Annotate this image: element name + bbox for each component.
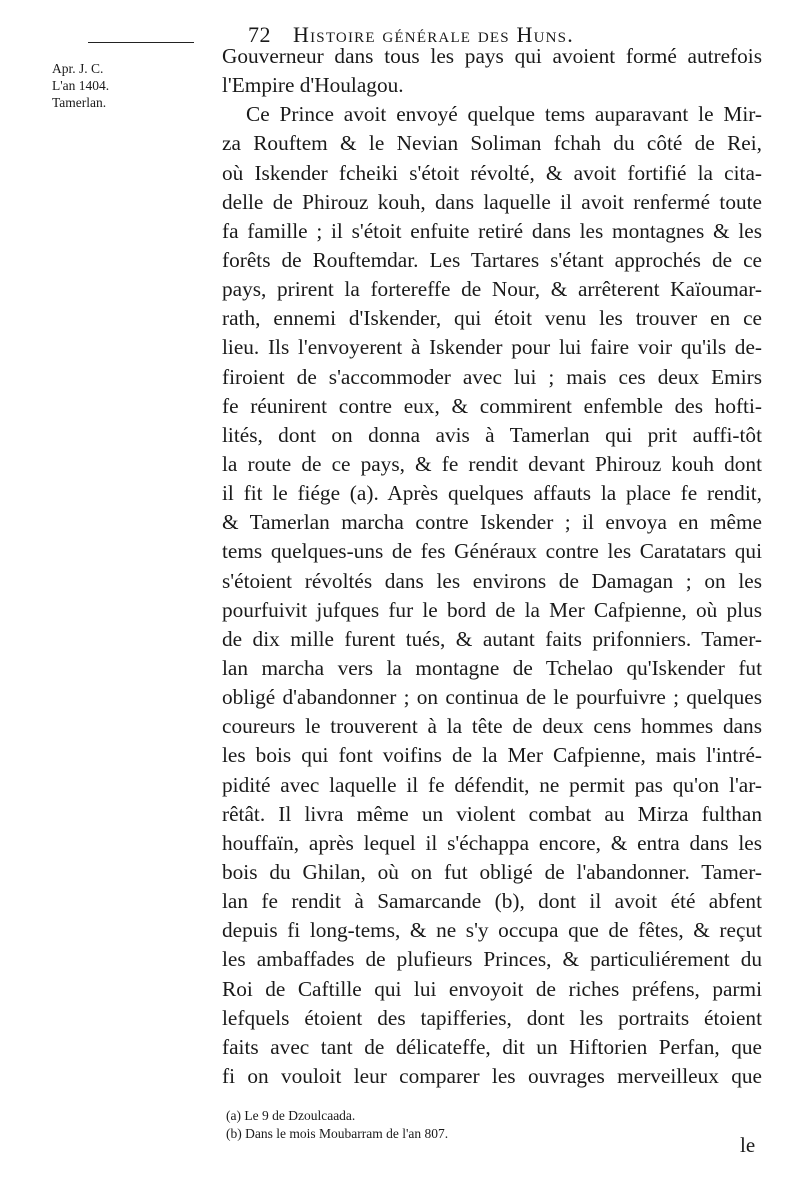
text-line: faits avec tant de délicateffe, dit un Hiftorien Perfan, que xyxy=(222,1034,762,1059)
text-line: firoient de s'accommoder avec lui ; mais ces deux Emirs xyxy=(222,364,762,389)
text-line: za Rouftem & le Nevian Soliman fchah du côté de Rei, xyxy=(222,131,762,156)
text-line: lan marcha vers la montagne de Tchelao qu'Iskender fut xyxy=(222,655,762,680)
text-line: forêts de Rouftemdar. Les Tartares s'étant approchés de ce xyxy=(222,247,762,272)
text-line: pidité avec laquelle il fe défendit, ne permit pas qu'on l'ar- xyxy=(222,772,762,797)
text-line: & Tamerlan marcha contre Iskender ; il envoya en même xyxy=(222,510,762,535)
text-line: coureurs le trouverent à la tête de deux cens hommes dans xyxy=(222,714,762,739)
margin-note xyxy=(52,60,122,111)
text-line: de dix mille furent tués, & autant faits prifonniers. Tamer- xyxy=(222,626,762,651)
margin-note-line: L'an 1404. xyxy=(52,78,110,93)
text-line: où Iskender fcheiki s'étoit révolté, & avoit fortifié la cita- xyxy=(222,160,762,185)
text-line: la route de ce pays, & fe rendit devant Phirouz kouh dont xyxy=(222,451,762,476)
margin-note-line: Tamerlan. xyxy=(52,95,107,110)
text-line: lieu. Ils l'envoyerent à Iskender pour lui faire voir qu'ils de- xyxy=(222,335,762,360)
text-line: fi on vouloit leur comparer les ouvrages merveilleux que xyxy=(222,1063,762,1088)
text-line: Gouverneur dans tous les pays qui avoient formé autrefois xyxy=(222,44,762,68)
text-line: obligé d'abandonner ; on continua de le pourfuivre ; quelques xyxy=(222,685,762,710)
text-line: bois du Ghilan, où on fut obligé de l'abandonner. Tamer- xyxy=(222,859,762,884)
catchword: le xyxy=(740,1133,756,1157)
text-line: rath, ennemi d'Iskender, qui étoit venu les trouver en ce xyxy=(222,306,762,331)
text-line: rêtât. Il livra même un violent combat au Mirza fulthan xyxy=(222,801,762,826)
text-line: fa famille ; il s'étoit enfuite retiré dans les montagnes & les xyxy=(222,218,762,243)
footnote: (b) Dans le mois Moubarram de l'an 807. xyxy=(226,1126,449,1141)
text-line: s'étoient révoltés dans les environs de Damagan ; on les xyxy=(222,568,762,593)
text-line: lefquels étoient des tapifferies, dont les portraits étoient xyxy=(222,1005,762,1030)
text-line: il fit le fiége (a). Après quelques affauts la place fe rendit, xyxy=(222,481,762,506)
body-text xyxy=(222,30,762,1091)
footnotes xyxy=(226,1107,448,1143)
footnote: (a) Le 9 de Dzoulcaada. xyxy=(226,1108,356,1123)
text-line: houffaïn, après lequel il s'échappa encore, & entra dans les xyxy=(222,830,762,855)
text-line: les ambaffades de plufieurs Princes, & particuliérement du xyxy=(222,947,762,972)
text-line: lités, dont on donna avis à Tamerlan qui prit auffi-tôt xyxy=(222,422,762,447)
text-line: pourfuivit jufques fur le bord de la Mer Cafpienne, où plus xyxy=(222,597,762,622)
text-line: tems quelques-uns de fes Généraux contre les Caratatars qui xyxy=(222,539,762,564)
text-line: les bois qui font voifins de la Mer Cafpienne, mais l'intré- xyxy=(222,743,762,768)
page-number: 72 xyxy=(248,22,271,47)
running-title: Histoire générale des Huns. xyxy=(293,22,574,47)
text-line: pays, prirent la fortereffe de Nour, & arrêterent Kaïoumar- xyxy=(222,277,762,302)
text-line: Roi de Caftille qui lui envoyoit de riches préfens, parmi xyxy=(222,976,762,1001)
text-line: l'Empire d'Houlagou. xyxy=(222,73,404,98)
text-line: lan fe rendit à Samarcande (b), dont il avoit été abfent xyxy=(222,889,762,914)
text-line: fe réunirent contre eux, & commirent enfemble des hofti- xyxy=(222,393,762,418)
text-line: Ce Prince avoit envoyé quelque tems auparavant le Mir- xyxy=(246,102,762,127)
text-line: delle de Phirouz kouh, dans laquelle il avoit renfermé toute xyxy=(222,189,762,214)
header-dash xyxy=(88,42,194,43)
margin-note-line: Apr. J. C. xyxy=(52,61,104,76)
text-line: depuis fi long-tems, & ne s'y occupa que de fêtes, & reçut xyxy=(222,918,762,943)
